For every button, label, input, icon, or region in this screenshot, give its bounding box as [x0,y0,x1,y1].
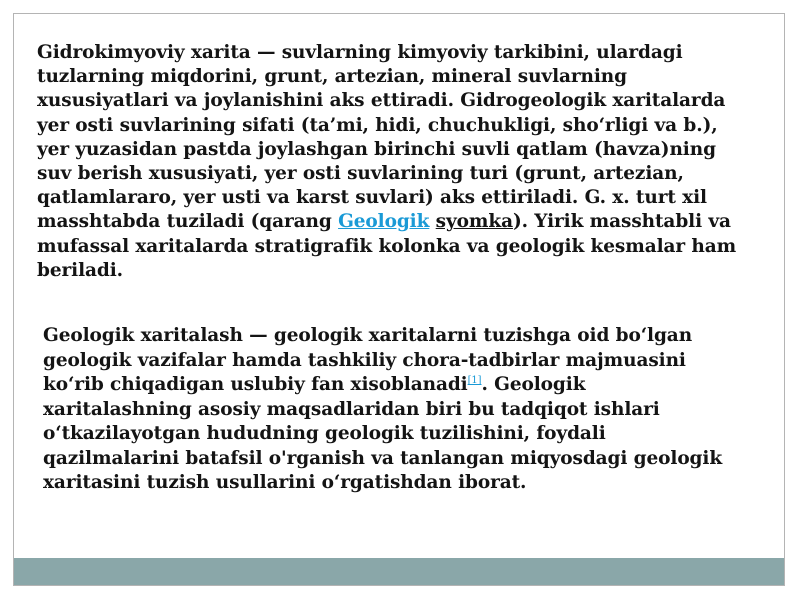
citation-1-link[interactable]: [1] [467,374,482,386]
paragraph-2-text-end: . Geologik xaritalashning asosiy maqsadlaridan biri bu tadqiqot ishlari o‘tkazilayotgan hududning geologik tuzilishini, foydali qazilmalarini batafsil o'rganish va tanlangan miqyosdagi geologik xaritasini tuzish usullarini o‘rgatishdan iborat. [43,374,723,493]
syomka-underlined-text[interactable]: syomka [435,211,513,233]
paragraph-1-text-end: ). Yirik masshtabli va mufassal xaritalarda stratigrafik kolonka va geologik kesmalar ham beriladi. [37,211,737,281]
paragraph-gidrokimyoviy-xarita [37,41,742,283]
footer-bar [14,558,784,585]
paragraph-1-text-start: Gidrokimyoviy xarita — suvlarning kimyoviy tarkibini, ulardagi tuzlarning miqdorini, grunt, artezian, mineral suvlarning xususiyatlari va joylanishini aks ettiradi. Gidrogeologik xaritalarda yer osti suvlarining sifati (ta’mi, hidi, chuchukligi, sho‘rligi va b.), yer yuzasidan pastda joylashgan birinchi suvli qatlam (havza)ning suv berish xususiyati, yer osti suvlarining turi (grunt, artezian, qatlamlararo, yer usti va karst suvlari) aks ettiriladi. G. x. turt xil masshtabda tuziladi (qarang [37,42,726,233]
slide [13,13,785,586]
paragraph-2-text-start: Geologik xaritalash — geologik xaritalarni tuzishga oid bo‘lgan geologik vazifalar hamda tashkiliy chora-tadbirlar majmuasini ko‘rib chiqadigan uslubiy fan xisoblanadi [43,325,693,395]
geologik-link[interactable]: Geologik [338,211,430,233]
paragraph-geologik-xaritalash [43,324,733,496]
